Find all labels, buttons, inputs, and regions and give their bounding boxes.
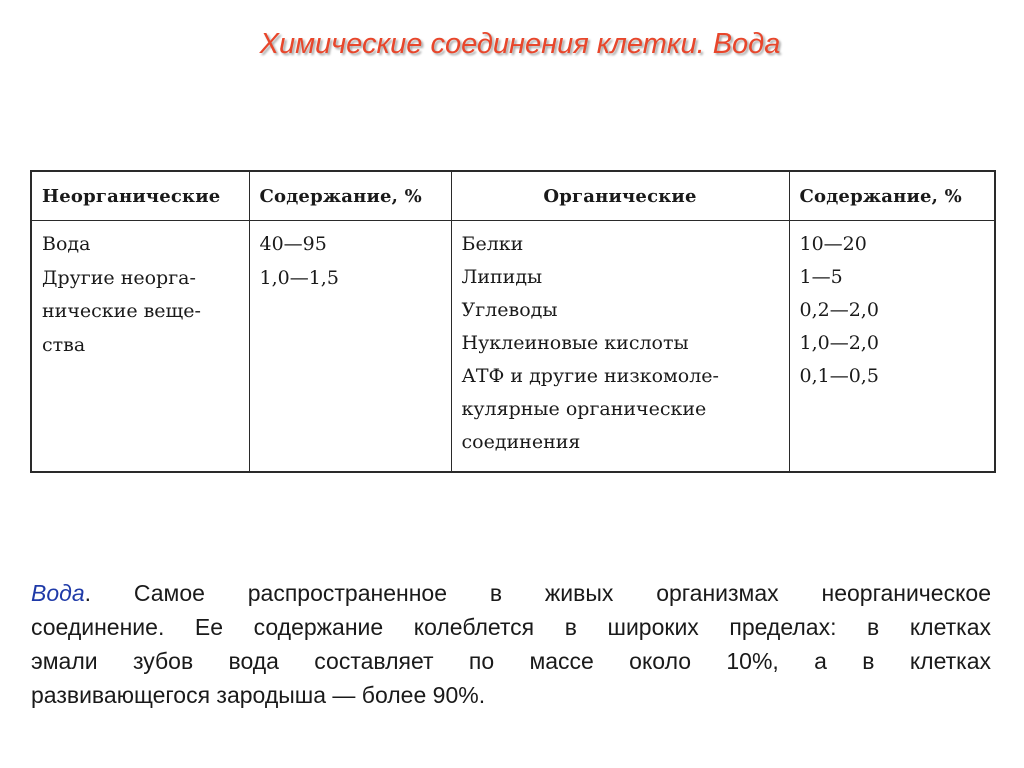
caption-line-2: соединение. Ее содержание колеблется в широких пределах: в клетках [31,614,991,640]
inorganic-item-other-line3: ства [42,333,86,356]
value-water: 40—95 [259,233,327,255]
organic-item-nucleic-acids: Нуклеиновые кислоты [461,332,689,354]
header-inorganic: Неорганические [32,172,249,221]
slide-title: Химические соединения клетки. Вода [259,28,781,60]
organic-cell [451,221,789,472]
organic-item-atp-line3: соединения [461,431,581,453]
table-row [32,221,994,472]
organic-item-lipids: Липиды [461,266,543,288]
composition-table [30,170,996,473]
table-header-row [32,172,994,221]
value-atp: 0,1—0,5 [799,365,879,387]
caption-line-4: развивающегося зародыша — более 90%. [31,682,486,708]
organic-content-cell [789,221,994,472]
inorganic-item-other-line2: нические веще- [42,300,201,322]
organic-item-carbohydrates: Углеводы [461,299,558,321]
organic-item-proteins: Белки [461,233,524,255]
organic-item-atp-line2: кулярные органические [461,398,707,420]
organic-item-atp-line1: АТФ и другие низкомоле- [461,365,719,387]
inorganic-item-other-line1: Другие неорга- [42,266,196,289]
value-nucleic-acids: 1,0—2,0 [799,332,879,354]
header-content-inorganic: Содержание, % [249,172,451,221]
value-proteins: 10—20 [799,233,867,255]
inorganic-content-cell [249,221,451,472]
inorganic-item-water: Вода [42,233,91,255]
caption-line-3: эмали зубов вода составляет по массе около 10%, а в клетках [31,648,991,674]
inorganic-cell [32,221,249,472]
caption-term: Вода [31,580,85,606]
header-content-organic: Содержание, % [789,172,994,221]
caption-line-1-text: . Самое распространенное в живых организмах неорганическое [84,580,991,606]
caption-line-1 [31,576,991,610]
water-description [31,576,991,712]
value-other-inorganic: 1,0—1,5 [259,266,339,289]
value-lipids: 1—5 [799,266,843,288]
header-organic: Органические [451,172,789,221]
value-carbohydrates: 0,2—2,0 [799,299,879,321]
